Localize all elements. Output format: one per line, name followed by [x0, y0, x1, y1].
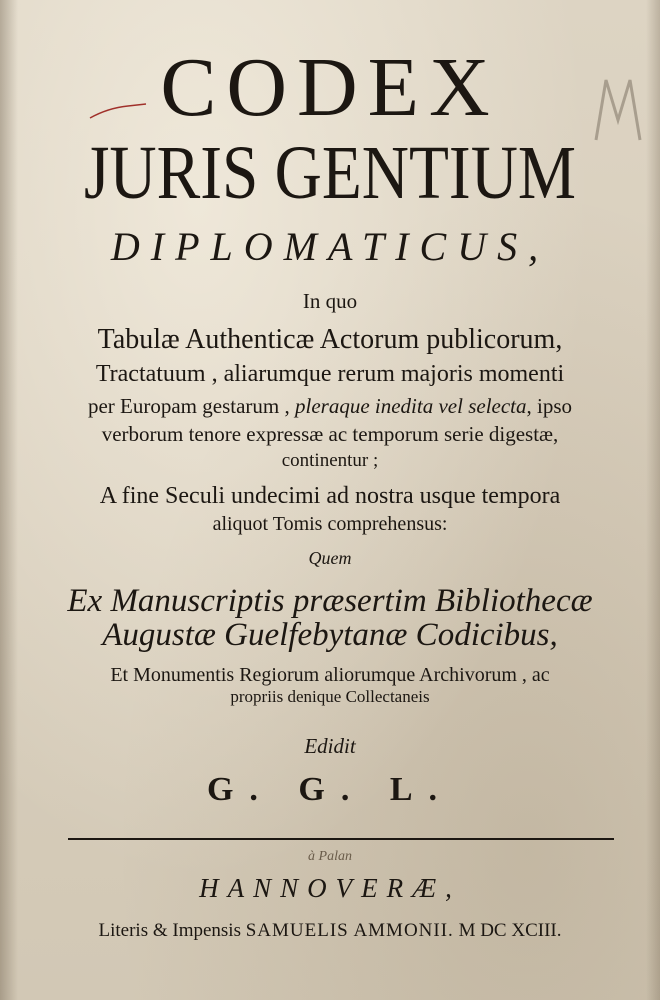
text-edidit: Edidit	[304, 734, 356, 758]
imprint-place: HANNOVERÆ,	[199, 873, 461, 903]
text-ex-manuscriptis: Ex Manuscriptis præsertim Bibliothecæ	[67, 583, 593, 619]
text-per-europam	[0, 392, 660, 420]
title-juris-gentium: JURIS GENTIUM	[83, 131, 577, 215]
imprint-line	[0, 918, 660, 944]
text-et-monumentis: Et Monumentis Regiorum aliorumque Archivorum , ac	[110, 664, 550, 686]
text-author-initials: G. G. L.	[206, 771, 454, 808]
manuscript-note: à Palan	[308, 849, 352, 864]
title-diplomaticus: DIPLOMATICUS,	[110, 224, 550, 269]
text-tractatuum: Tractatuum , aliarumque rerum majoris momenti	[95, 361, 565, 387]
divider-rule	[68, 838, 614, 840]
text-inedita: pleraque inedita vel selecta	[295, 394, 527, 418]
imprint-date: M DC XCIII.	[453, 920, 562, 941]
title-codex: CODEX	[160, 41, 500, 134]
text-propriis: propriis denique Collectaneis	[230, 687, 430, 706]
text-in-quo: In quo	[302, 289, 358, 313]
text-quem: Quem	[308, 548, 352, 568]
text-tabulae: Tabulæ Authenticæ Actorum publicorum,	[97, 324, 563, 355]
text-continentur: continentur ;	[281, 450, 379, 471]
text-ipso: , ipso	[526, 394, 573, 418]
text-augustae: Augustæ Guelfebytanæ Codicibus,	[102, 617, 558, 653]
imprint-printer: SAMUELIS AMMONII.	[245, 920, 454, 941]
text-aliquot-tomis: aliquot Tomis comprehensus:	[212, 513, 448, 535]
text-a-fine-seculi: A fine Seculi undecimi ad nostra usque tempora	[99, 483, 561, 509]
text-per-europam-a: per Europam gestarum ,	[87, 394, 295, 418]
imprint-literis: Literis & Impensis	[98, 920, 246, 941]
text-verborum: verborum tenore expressæ ac temporum serie digestæ,	[101, 422, 559, 446]
